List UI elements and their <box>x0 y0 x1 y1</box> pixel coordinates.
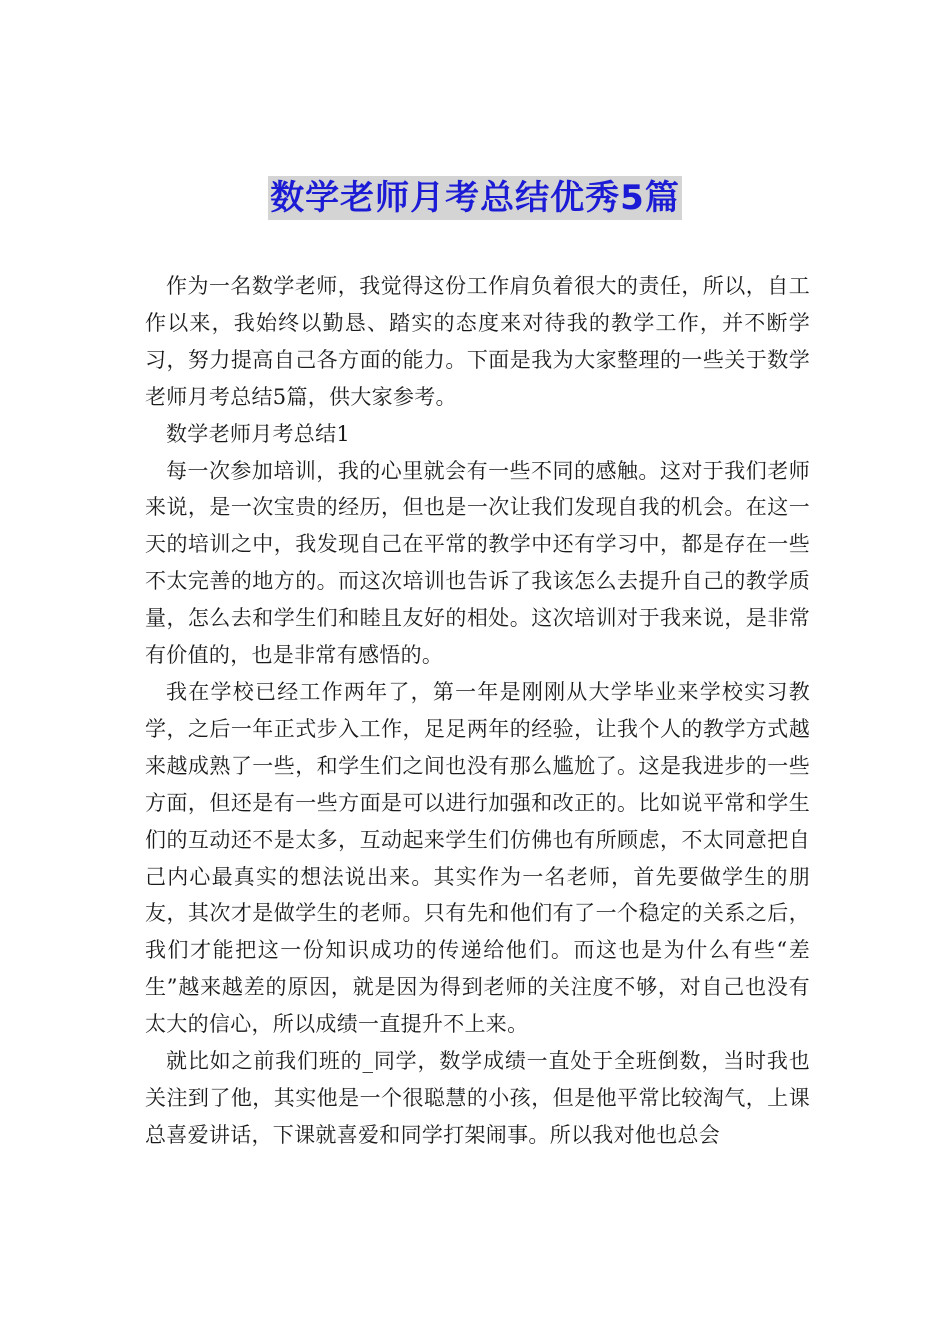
body-paragraph: 我在学校已经工作两年了，第一年是刚刚从大学毕业来学校实习教学，之后一年正式步入工作，足足两年的经验，让我个人的教学方式越来越成熟了一些，和学生们之间也没有那么尴尬了。这是我进步的一些方面，但还是有一些方面是可以进行加强和改正的。比如说平常和学生们的互动还不是太多，互动起来学生们仿佛也有所顾虑，不太同意把自己内心最真实的想法说出来。其实作为一名老师，首先要做学生的朋友，其次才是做学生的老师。只有先和他们有了一个稳定的关系之后，我们才能把这一份知识成功的传递给他们。而这也是为什么有些“差生”越来越差的原因，就是因为得到老师的关注度不够，对自己也没有太大的信心，所以成绩一直提升不上来。 <box>145 679 810 1037</box>
intro-paragraph: 作为一名数学老师，我觉得这份工作肩负着很大的责任，所以，自工作以来，我始终以勤恳、踏实的态度来对待我的教学工作，并不断学习，努力提高自己各方面的能力。下面是我为大家整理的一些关于数学老师月考总结5篇，供大家参考。 <box>145 274 810 409</box>
document-title: 数学老师月考总结优秀5篇 <box>270 178 680 218</box>
section-heading: 数学老师月考总结1 <box>166 421 351 446</box>
body-paragraph: 每一次参加培训，我的心里就会有一些不同的感触。这对于我们老师来说，是一次宝贵的经历，但也是一次让我们发现自我的机会。在这一天的培训之中，我发现自己在平常的教学中还有学习中，都是存在一些不太完善的地方的。而这次培训也告诉了我该怎么去提升自己的教学质量，怎么去和学生们和睦且友好的相处。这次培训对于我来说，是非常有价值的，也是非常有感悟的。 <box>145 458 810 668</box>
body-paragraph: 就比如之前我们班的_同学，数学成绩一直处于全班倒数，当时我也关注到了他，其实他是一个很聪慧的小孩，但是他平常比较淘气，上课总喜爱讲话，下课就喜爱和同学打架闹事。所以我对他也总会 <box>145 1049 810 1147</box>
document-body <box>145 268 810 1154</box>
title-container <box>0 176 950 220</box>
